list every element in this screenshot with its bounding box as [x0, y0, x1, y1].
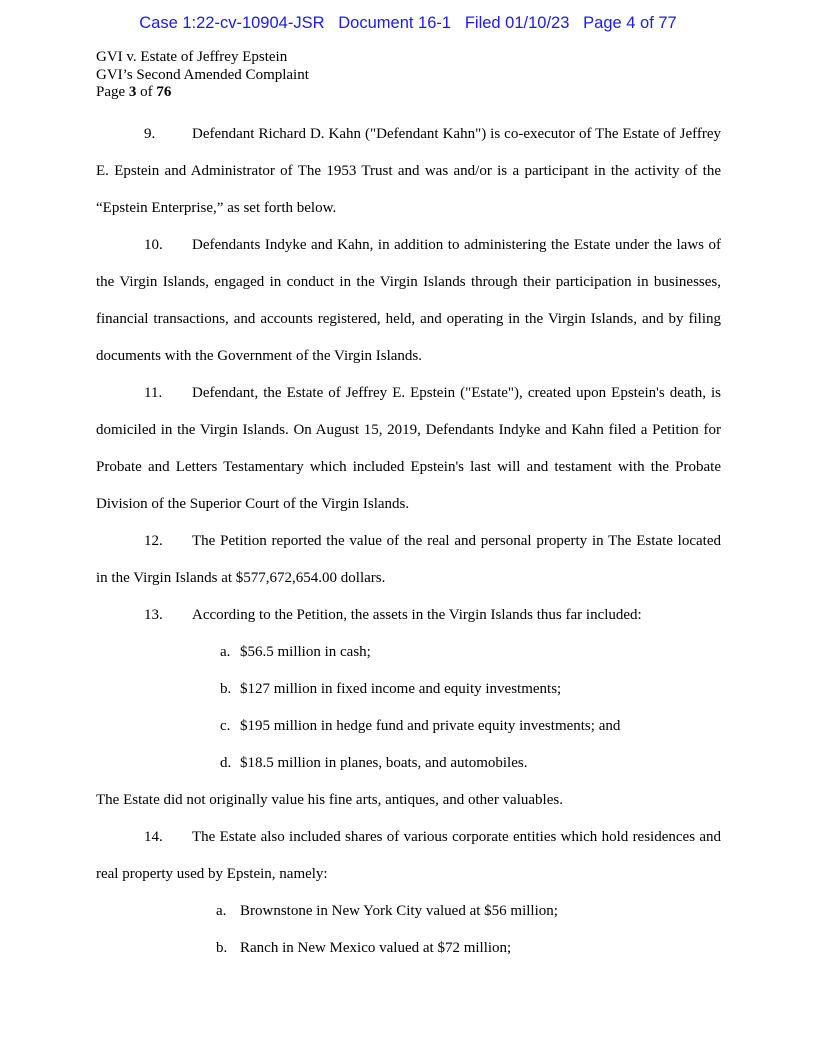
paragraph-14: 14. The Estate also included shares of various corporate entities which hold residences and real property used by Epstein, namely:	[96, 829, 721, 882]
running-header	[96, 49, 309, 102]
list-item: d. $18.5 million in planes, boats, and automobiles.	[220, 755, 528, 771]
list-item: a. $56.5 million in cash;	[220, 644, 371, 660]
header-case-name: GVI v. Estate of Jeffrey Epstein	[96, 49, 288, 65]
paragraph-13: 13. According to the Petition, the assets in the Virgin Islands thus far included:	[144, 607, 642, 623]
document-body	[96, 116, 721, 967]
property-list	[96, 893, 721, 967]
asset-list	[96, 634, 721, 782]
case-filing-stamp: Case 1:22-cv-10904-JSR Document 16-1 Filed 01/10/23 Page 4 of 77	[139, 14, 677, 32]
list-item: b. Ranch in New Mexico valued at $72 million;	[216, 940, 512, 956]
paragraph-10: 10. Defendants Indyke and Kahn, in addition to administering the Estate under the laws of the Virgin Islands, engaged in conduct in the Virgin Islands through their participation in businesses, financial transactions, and accounts registered, held, and operating in the Virgin Islands, and by filing documents with the Government of the Virgin Islands.	[96, 237, 721, 364]
list-item: c. $195 million in hedge fund and private equity investments; and	[220, 718, 621, 734]
paragraph-9: 9. Defendant Richard D. Kahn ("Defendant Kahn") is co-executor of The Estate of Jeffrey E. Epstein and Administrator of The 1953 Trust and was and/or is a participant in the activity of the “Epstein Enterprise,” as set forth below.	[96, 126, 721, 216]
list-item: b. $127 million in fixed income and equity investments;	[220, 681, 562, 697]
list-item: a. Brownstone in New York City valued at $56 million;	[216, 903, 558, 919]
header-document-title: GVI’s Second Amended Complaint	[96, 66, 309, 83]
header-page-number: Page 3 of 76	[96, 84, 172, 100]
paragraph-13-continuation: The Estate did not originally value his fine arts, antiques, and other valuables.	[96, 792, 563, 808]
paragraph-11: 11. Defendant, the Estate of Jeffrey E. Epstein ("Estate"), created upon Epstein's death, is domiciled in the Virgin Islands. On August 15, 2019, Defendants Indyke and Kahn filed a Petition for Probate and Letters Testamentary which included Epstein's last will and testament with the Probate Division of the Superior Court of the Virgin Islands.	[96, 385, 721, 512]
paragraph-12: 12. The Petition reported the value of the real and personal property in The Estate located in the Virgin Islands at $577,672,654.00 dollars.	[96, 533, 721, 586]
